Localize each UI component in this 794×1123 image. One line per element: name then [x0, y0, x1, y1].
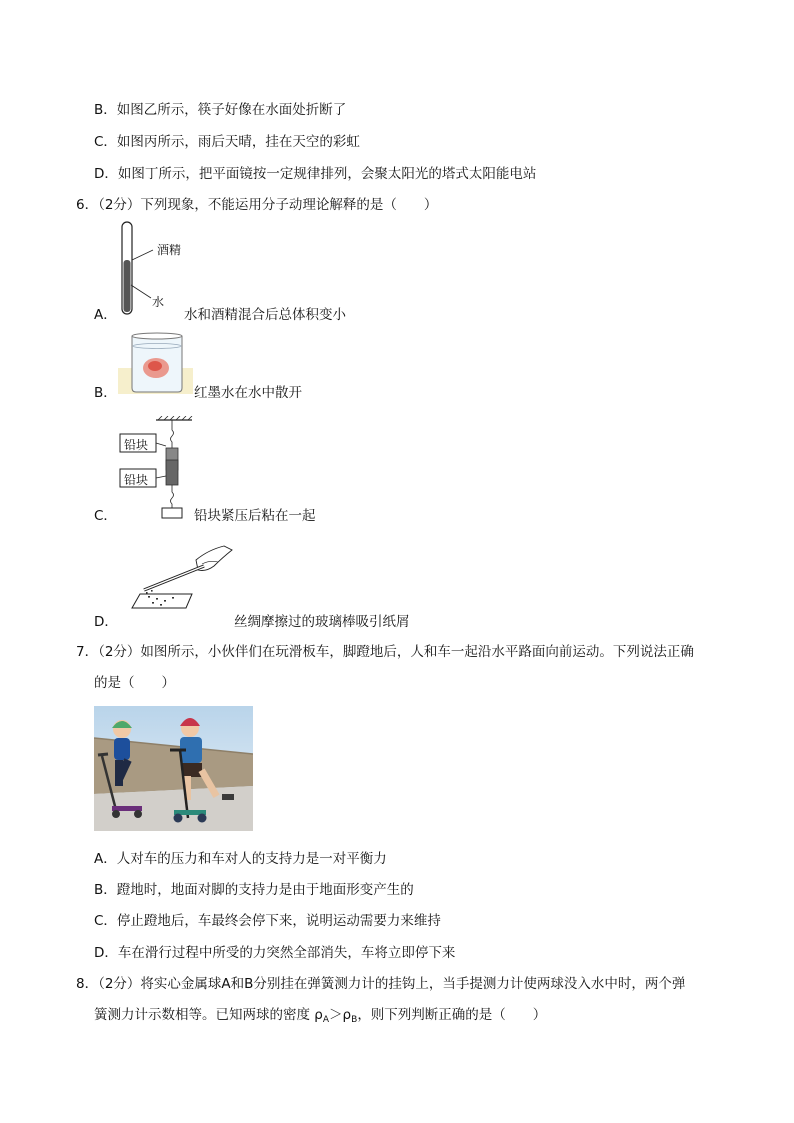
- q6-stem: 6．（2分）下列现象，不能运用分子动理论解释的是（ ）: [76, 197, 438, 213]
- label-lead-block-2: 铅块: [124, 473, 149, 487]
- label-water: 水: [152, 295, 165, 309]
- q6-option-c-text: 铅块紧压后粘在一起: [194, 508, 316, 524]
- test-tube-figure: [115, 220, 185, 320]
- q7-option-b: B．蹬地时，地面对脚的支持力是由于地面形变产生的: [94, 882, 414, 898]
- q5-option-b: B．如图乙所示，筷子好像在水面处折断了: [94, 102, 347, 118]
- q6-option-a-letter: A．: [94, 307, 117, 323]
- q6-option-d-text: 丝绸摩擦过的玻璃棒吸引纸屑: [234, 614, 410, 630]
- scooter-kids-photo: [94, 706, 253, 831]
- label-alcohol: 酒精: [157, 243, 182, 257]
- label-lead-block-1: 铅块: [124, 438, 149, 452]
- q6-option-c-letter: C．: [94, 508, 117, 524]
- glass-rod-figure: [118, 538, 236, 622]
- q6-option-a-text: 水和酒精混合后总体积变小: [184, 307, 346, 323]
- q6-option-d-letter: D．: [94, 614, 118, 630]
- q6-option-b-letter: B．: [94, 385, 117, 401]
- q7-option-a: A．人对车的压力和车对人的支持力是一对平衡力: [94, 851, 387, 867]
- lead-blocks-figure: [118, 416, 198, 522]
- q8-stem-part-b: ，则下列判断正确的是（ ）: [357, 1007, 547, 1023]
- q6-option-b-text: 红墨水在水中散开: [194, 385, 302, 401]
- q8-stem-part-a: 簧测力计示数相等。已知两球的密度 ρ: [94, 1007, 323, 1023]
- q7-stem-line2: 的是（ ）: [94, 675, 175, 691]
- greater-than-rho: ＞ρ: [329, 1007, 352, 1023]
- q5-option-c: C．如图丙所示，雨后天晴，挂在天空的彩虹: [94, 134, 360, 150]
- q8-stem-line1: 8．（2分）将实心金属球A和B分别挂在弹簧测力计的挂钩上，当手提测力计使两球没入水中时，两个弹: [76, 976, 686, 992]
- rho-subscript-a: A: [322, 1015, 330, 1025]
- beaker-figure: [118, 330, 193, 396]
- q7-option-c: C．停止蹬地后，车最终会停下来，说明运动需要力来维持: [94, 913, 441, 929]
- rho-subscript-b: B: [351, 1015, 358, 1025]
- q8-stem-line2: [94, 1005, 546, 1030]
- q5-option-d: D．如图丁所示，把平面镜按一定规律排列，会聚太阳光的塔式太阳能电站: [94, 166, 537, 182]
- q7-stem-line1: 7．（2分）如图所示，小伙伴们在玩滑板车，脚蹬地后，人和车一起沿水平路面向前运动。下列说法正确: [76, 644, 694, 660]
- q7-option-d: D．车在滑行过程中所受的力突然全部消失，车将立即停下来: [94, 945, 456, 961]
